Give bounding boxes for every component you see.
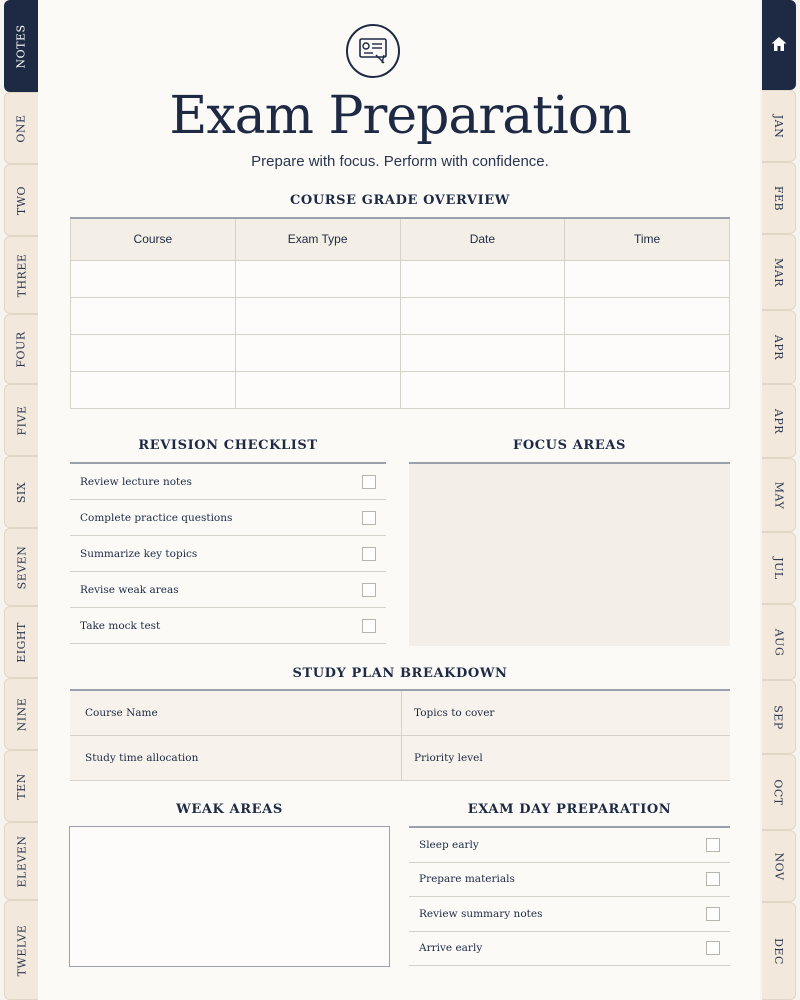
home-icon	[770, 35, 788, 56]
left-tab-strip	[0, 0, 38, 1000]
table-header-row	[71, 218, 730, 260]
column-header: Course	[71, 218, 236, 260]
tab-label: TEN	[15, 772, 28, 800]
tab-two[interactable]	[4, 164, 38, 236]
study-plan-cell[interactable]: Priority level	[401, 736, 730, 781]
tab-three[interactable]	[4, 236, 38, 314]
tab-label: DEC	[771, 937, 785, 965]
tab-sep[interactable]	[762, 680, 796, 754]
checklist-item-label: Arrive early	[419, 942, 483, 955]
exam-day-checklist	[409, 826, 730, 966]
checkbox[interactable]	[362, 619, 376, 633]
tab-ten[interactable]	[4, 750, 38, 822]
column-header: Date	[400, 218, 565, 260]
checklist-item	[409, 897, 730, 932]
tab-feb[interactable]	[762, 162, 796, 234]
checklist-item	[70, 464, 386, 500]
tab-label: FOUR	[15, 330, 29, 368]
tab-seven[interactable]	[4, 528, 38, 606]
tab-label: FEB	[772, 185, 785, 211]
checkbox[interactable]	[706, 907, 720, 921]
table-cell[interactable]	[565, 371, 730, 408]
table-cell[interactable]	[400, 371, 565, 408]
study-plan-cell[interactable]: Course Name	[70, 691, 401, 736]
weak-areas-box[interactable]	[69, 826, 390, 967]
study-plan-cell[interactable]: Study time allocation	[70, 736, 401, 781]
checklist-item	[409, 828, 730, 863]
tab-aug[interactable]	[762, 604, 796, 680]
tab-label: NINE	[15, 697, 28, 731]
checklist-item-label: Revise weak areas	[80, 583, 179, 596]
table-cell[interactable]	[565, 297, 730, 334]
tab-label: ELEVEN	[15, 835, 28, 887]
tab-label: TWELVE	[15, 924, 28, 976]
tab-oct[interactable]	[762, 754, 796, 830]
tab-label: JUL	[772, 556, 785, 580]
tab-six[interactable]	[4, 456, 38, 528]
checklist-item	[70, 536, 386, 572]
tab-label: SIX	[15, 481, 28, 503]
tab-label: SEP	[772, 704, 785, 730]
page-subtitle: Prepare with focus. Perform with confidence.	[251, 153, 549, 170]
checkbox[interactable]	[706, 838, 720, 852]
checklist-item-label: Summarize key topics	[80, 547, 198, 560]
right-tab-strip	[760, 0, 800, 1000]
tab-label: APR	[771, 408, 785, 434]
tab-eleven[interactable]	[4, 822, 38, 900]
focus-areas-box[interactable]	[409, 462, 730, 646]
checkbox[interactable]	[362, 511, 376, 525]
page-title: Exam Preparation	[169, 86, 631, 146]
table-cell[interactable]	[565, 334, 730, 371]
tab-apr[interactable]	[762, 310, 796, 384]
tab-label: NOV	[772, 852, 785, 880]
checkbox[interactable]	[362, 547, 376, 561]
table-row	[71, 334, 730, 371]
checklist-item	[409, 932, 730, 967]
tab-apr-2[interactable]	[762, 384, 796, 458]
course-grade-table	[70, 217, 730, 409]
tab-label: JAN	[771, 114, 785, 138]
tab-label: THREE	[15, 253, 28, 297]
table-cell[interactable]	[235, 297, 400, 334]
study-plan-grid	[70, 689, 730, 781]
table-cell[interactable]	[235, 260, 400, 297]
tab-label: SEVEN	[15, 545, 29, 589]
tab-label: MAR	[772, 257, 785, 287]
table-cell[interactable]	[235, 334, 400, 371]
checklist-item	[70, 500, 386, 536]
tab-home[interactable]	[762, 0, 796, 90]
tab-eight[interactable]	[4, 606, 38, 678]
tab-label: AUG	[771, 628, 785, 656]
tab-label: OCT	[772, 778, 785, 806]
table-cell[interactable]	[71, 371, 236, 408]
tab-label: MAY	[772, 481, 785, 509]
checkbox[interactable]	[706, 872, 720, 886]
tab-mar[interactable]	[762, 234, 796, 310]
checklist-item-label: Sleep early	[419, 838, 479, 851]
exam-day-title: EXAM DAY PREPARATION	[467, 802, 672, 817]
table-cell[interactable]	[400, 260, 565, 297]
table-cell[interactable]	[71, 334, 236, 371]
tab-dec[interactable]	[762, 902, 796, 1000]
table-row	[71, 260, 730, 297]
tab-label: ONE	[15, 113, 28, 143]
tab-four[interactable]	[4, 314, 38, 384]
study-plan-title: STUDY PLAN BREAKDOWN	[292, 666, 508, 681]
table-row	[71, 297, 730, 334]
checkbox[interactable]	[706, 941, 720, 955]
checkbox[interactable]	[362, 583, 376, 597]
column-header: Exam Type	[235, 218, 400, 260]
checklist-item-label: Complete practice questions	[80, 511, 233, 524]
tab-label: TWO	[14, 185, 28, 215]
course-overview-title: COURSE GRADE OVERVIEW	[289, 193, 511, 208]
checklist-item-label: Take mock test	[80, 619, 161, 632]
tab-label: FIVE	[14, 405, 28, 435]
checklist-item	[70, 608, 386, 644]
checklist-item-label: Prepare materials	[419, 873, 515, 886]
tab-twelve[interactable]	[4, 900, 38, 1000]
checklist-item	[70, 572, 386, 608]
table-cell[interactable]	[71, 260, 236, 297]
table-cell[interactable]	[400, 334, 565, 371]
table-cell[interactable]	[565, 260, 730, 297]
tab-five[interactable]	[4, 384, 38, 456]
tab-nov[interactable]	[762, 830, 796, 902]
study-plan-row	[70, 736, 730, 781]
study-plan-row	[70, 691, 730, 736]
table-row	[71, 371, 730, 408]
checkbox[interactable]	[362, 475, 376, 489]
checklist-item-label: Review lecture notes	[80, 475, 192, 488]
study-plan-cell[interactable]: Topics to cover	[401, 691, 730, 736]
checklist-item-label: Review summary notes	[419, 907, 543, 920]
checklist-item	[409, 863, 730, 898]
tab-may[interactable]	[762, 458, 796, 532]
column-header: Time	[565, 218, 730, 260]
tab-label: NOTES	[15, 23, 29, 69]
focus-areas-title: FOCUS AREAS	[512, 438, 627, 453]
tab-nine[interactable]	[4, 678, 38, 750]
tab-notes[interactable]	[4, 0, 38, 92]
table-cell[interactable]	[400, 297, 565, 334]
tab-label: EIGHT	[15, 621, 28, 663]
revision-checklist	[70, 462, 386, 644]
table-cell[interactable]	[235, 371, 400, 408]
revision-checklist-title: REVISION CHECKLIST	[138, 438, 318, 453]
tab-jul[interactable]	[762, 532, 796, 604]
tab-label: APR	[771, 334, 785, 360]
weak-areas-title: WEAK AREAS	[176, 802, 283, 817]
table-cell[interactable]	[71, 297, 236, 334]
certificate-icon	[346, 24, 400, 78]
